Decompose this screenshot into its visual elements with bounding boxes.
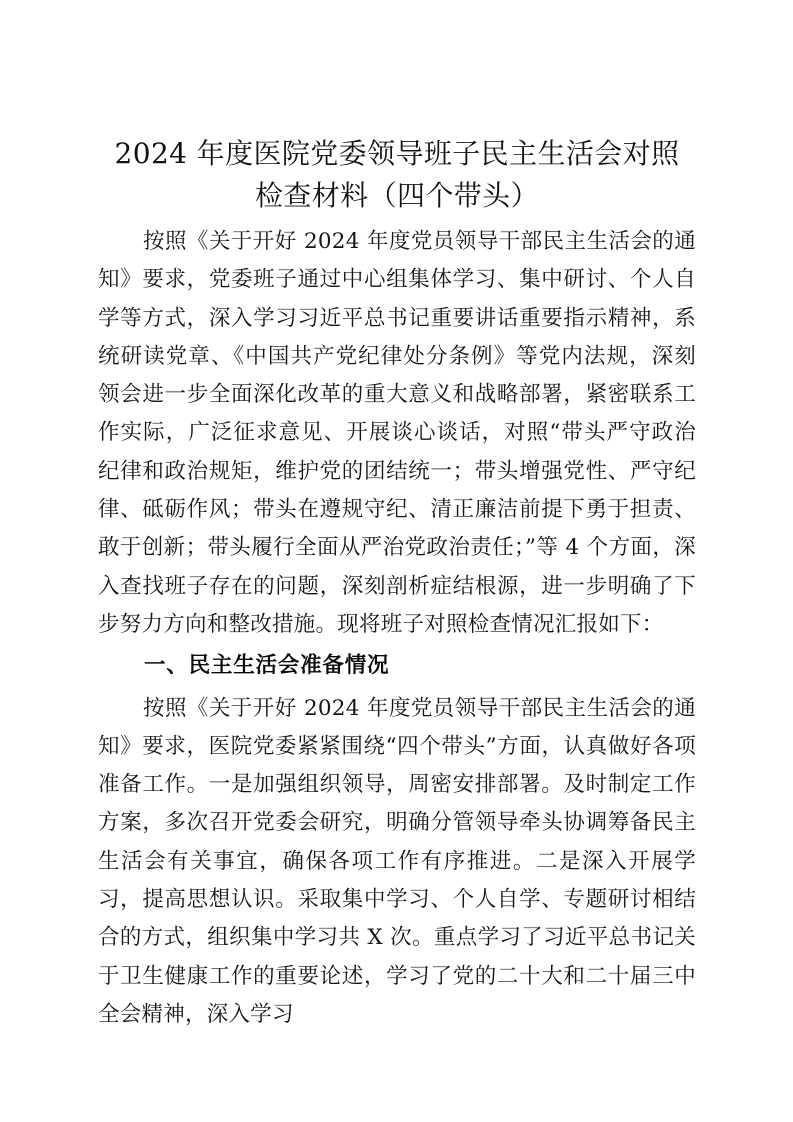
document-body xyxy=(98,133,696,1034)
paragraph-section-1-body: 按照《关于开好 2024 年度党员领导干部民主生活会的通知》要求，医院党委紧紧围绕“四个带头”方面，认真做好各项准备工作。一是加强组织领导，周密安排部署。及时制定工作方案，多次召开党委会研究，明确分管领导牵头协调筹备民主生活会有关事宜，确保各项工作有序推进。二是深入开展学习，提高思想认识。采取集中学习、个人自学、专题研讨相结合的方式，组织集中学习共 X 次。重点学习了习近平总书记关于卫生健康工作的重要论述，学习了党的二十大和二十届三中全会精神，深入学习 xyxy=(98,695,696,1027)
paragraph-intro: 按照《关于开好 2024 年度党员领导干部民主生活会的通知》要求，党委班子通过中心组集体学习、集中研讨、个人自学等方式，深入学习习近平总书记重要讲话重要指示精神，系统研读党章、《中国共产党纪律处分条例》等党内法规，深刻领会进一步全面深化改革的重大意义和战略部署，紧密联系工作实际，广泛征求意见、开展谈心谈话，对照“带头严守政治纪律和政治规矩，维护党的团结统一；带头增强党性、严守纪律、砥砺作风；带头在遵规守纪、清正廉洁前提下勇于担责、敢于创新；带头履行全面从严治党政治责任；”等 4 个方面，深入查找班子存在的问题，深刻剖析症结根源，进一步明确了下步努力方向和整改措施。现将班子对照检查情况汇报如下： xyxy=(98,229,696,637)
page-title xyxy=(98,133,696,217)
title-line-2: 检查材料（四个带头） xyxy=(254,179,539,212)
title-line-1: 2024 年度医院党委领导班子民主生活会对照 xyxy=(114,137,680,170)
section-heading-1: 一、民主生活会准备情况 xyxy=(144,653,390,679)
